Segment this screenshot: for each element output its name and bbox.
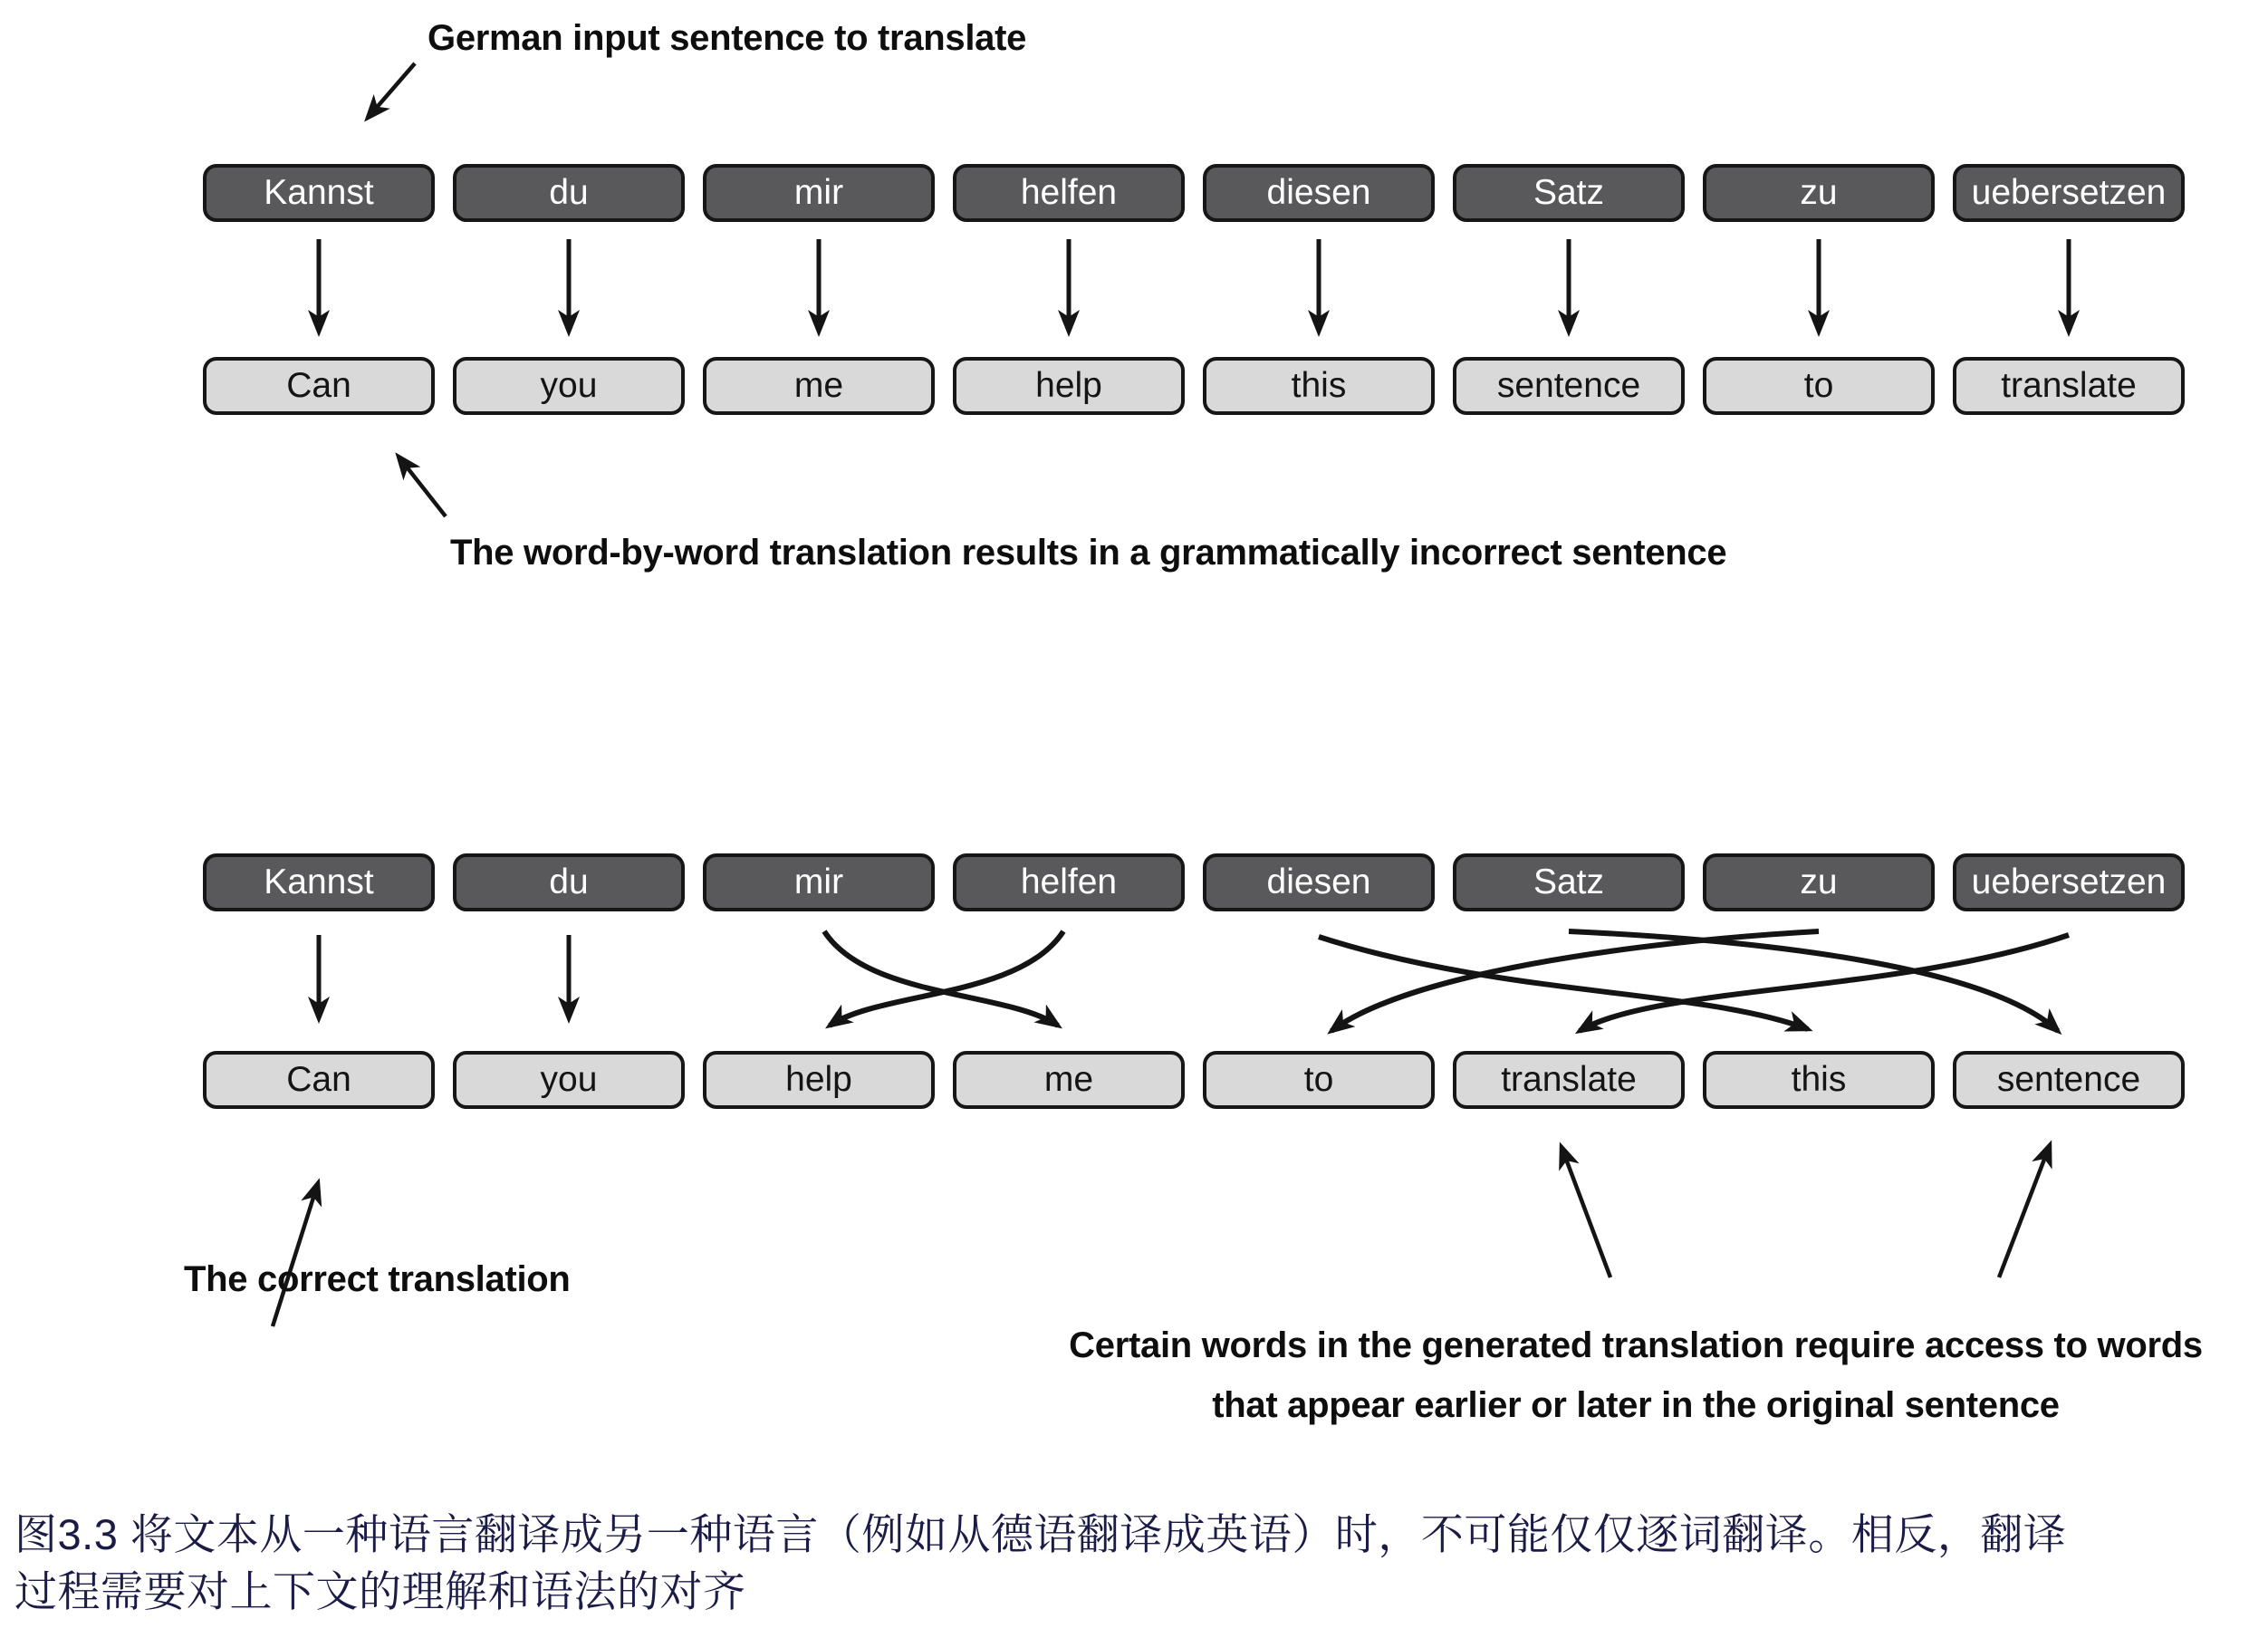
arrow-annotation-translate [1562, 1147, 1610, 1277]
german-word-box: uebersetzen [1953, 164, 2185, 222]
arrow-annotation-incorrect [399, 457, 446, 516]
arrow-annotation-correct [273, 1183, 318, 1326]
german-word-box: mir [703, 853, 935, 911]
english-word-box: you [453, 1051, 685, 1109]
german-word-box: Satz [1453, 853, 1685, 911]
english-word-box: help [703, 1051, 935, 1109]
english-word-box: me [953, 1051, 1185, 1109]
english-word-box: Can [203, 1051, 435, 1109]
english-word-box: to [1703, 357, 1935, 415]
german-word-box: du [453, 164, 685, 222]
german-word-box: helfen [953, 164, 1185, 222]
german-word-box: helfen [953, 853, 1185, 911]
german-word-box: Kannst [203, 853, 435, 911]
english-word-box: sentence [1953, 1051, 2185, 1109]
wordbyword-arrows [319, 239, 2069, 332]
german-word-box: Satz [1453, 164, 1685, 222]
annotation-context-line1: Certain words in the generated translation require access to words [1069, 1325, 2203, 1365]
annotation-word-by-word: The word-by-word translation results in a grammatically incorrect sentence [450, 533, 1727, 573]
arrow-diesen-this-crossed [1319, 937, 1808, 1029]
german-word-box: diesen [1203, 853, 1435, 911]
english-word-box: you [453, 357, 685, 415]
german-word-box: mir [703, 164, 935, 222]
english-word-box: help [953, 357, 1185, 415]
annotation-correct-translation: The correct translation [184, 1259, 571, 1299]
annotation-context-access [1069, 1315, 2203, 1435]
english-word-box: this [1703, 1051, 1935, 1109]
english-word-box: to [1203, 1051, 1435, 1109]
english-word-box: translate [1453, 1051, 1685, 1109]
german-word-box: du [453, 853, 685, 911]
english-word-box: sentence [1453, 357, 1685, 415]
english-word-box: Can [203, 357, 435, 415]
figure-caption-line1: 图3.3 将文本从一种语言翻译成另一种语言（例如从德语翻译成英语）时，不可能仅仅逐词翻译。相反，翻译 [14, 1510, 2067, 1558]
german-word-box: diesen [1203, 164, 1435, 222]
german-word-box: Kannst [203, 164, 435, 222]
annotation-german-input: German input sentence to translate [428, 18, 1027, 58]
arrow-annotation-german-input [368, 63, 415, 118]
english-word-box: this [1203, 357, 1435, 415]
arrow-uebersetzen-translate-crossed [1580, 935, 2069, 1031]
annotation-context-line2: that appear earlier or later in the original sentence [1212, 1385, 2060, 1425]
alignment-arrows [319, 931, 2069, 1031]
german-word-box: zu [1703, 164, 1935, 222]
german-word-box: uebersetzen [1953, 853, 2185, 911]
figure-caption [14, 1506, 2066, 1620]
annotation-arrows [273, 63, 2050, 1326]
english-word-box: me [703, 357, 935, 415]
figure-caption-line2: 过程需要对上下文的理解和语法的对齐 [14, 1567, 746, 1615]
arrow-annotation-sentence [1999, 1145, 2050, 1277]
english-word-box: translate [1953, 357, 2185, 415]
german-word-box: zu [1703, 853, 1935, 911]
